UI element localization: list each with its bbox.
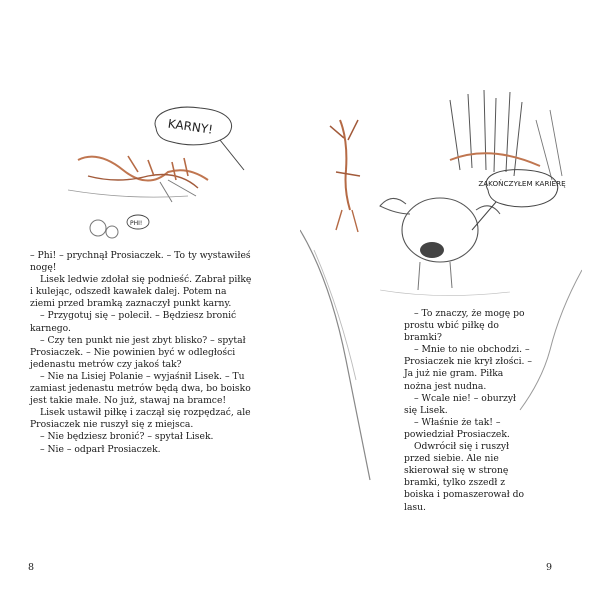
left-illustration [68,100,268,250]
paragraph: – Nie – odparł Prosiaczek. [40,443,161,455]
paragraph: Lisek ledwie zdołał się podnieść. Zabrał piłkę i kulejąc, odszedł kawałek dalej. Potem na ziemi przed bramką zaznaczył punkt karny. [30,274,252,310]
career-bubble-text: ZAKOŃCZYŁEM KARIERĘ [478,179,566,188]
phi-bubble-text: PHI! [130,220,143,227]
fox-fallen-sketch [68,100,268,250]
paragraph: Odwrócił się i ruszył przed siebie. Ale nie skierował się w stronę bramki, tylko zszedł z boiska i pomaszerował do lasu. [404,441,525,513]
paragraph: Lisek ustawił piłkę i zaczął się rozpędzać, ale Prosiaczek nie ruszył się z miejsca. [30,407,251,431]
left-text [30,250,252,456]
paragraph: – Właśnie że tak! – powiedział Prosiaczek. [404,416,510,440]
paragraph: – Nie będziesz bronić? – spytał Lisek. [40,431,214,443]
page-number-left: 8 [28,562,35,573]
paragraph: – Phi! – prychnął Prosiaczek. – To ty wystawiłeś nogę! [30,250,251,274]
karny-bubble-text: KARNY! [166,116,214,137]
paragraph: – Przygotuj się – polecił. – Będziesz bronić karnego. [30,310,237,334]
left-page [18,70,300,573]
paragraph: – To znaczy, że mogę po prostu wbić piłkę do bramki? [404,308,525,344]
page-number-right: 9 [546,562,553,573]
paragraph: – Czy ten punkt nie jest zbyt blisko? – spytał Prosiaczek. – Nie powinien być w odległości jedenastu metrów czy jakoś tak? [30,334,246,370]
paragraph: – Mnie to nie obchodzi. – Prosiaczek nie krył złości. – Ja już nie gram. Piłka nożna jest nudna. [404,344,532,392]
paragraph: – Nie na Lisiej Polanie – wyjaśnił Lisek. – Tu zamiast jedenastu metrów będą dwa, bo boisko jest takie małe. No już, stawaj na bramce! [30,370,251,407]
right-page [300,70,582,573]
right-text [404,308,532,514]
paragraph: – Wcale nie! – oburzył się Lisek. [404,392,517,416]
